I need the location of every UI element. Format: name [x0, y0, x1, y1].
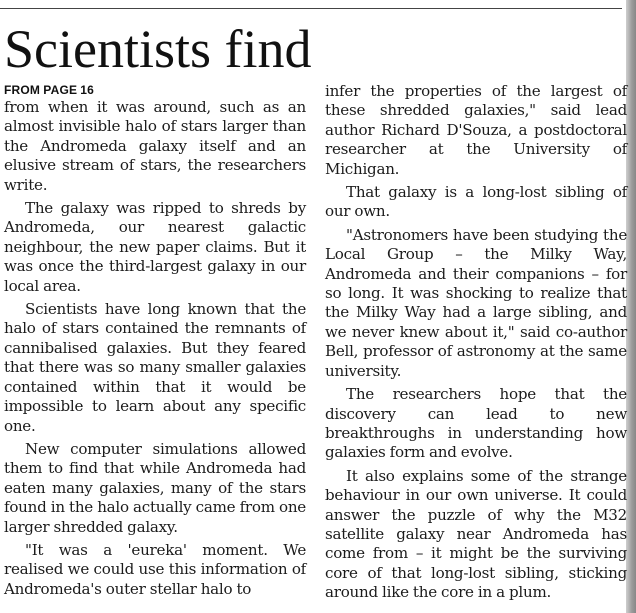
paragraph: Scientists have long known that the halo of stars contained the remnants of cannibalised galaxies. But they feared that there was so many smaller galaxies contained within that it would be impossible to learn about any specific one.	[4, 300, 306, 435]
paragraph: infer the properties of the largest of these shredded galaxies," said lead author Richard D'Souza, a postdoctoral researcher at the University of Michigan.	[325, 82, 627, 178]
top-rule	[0, 8, 622, 9]
paragraph: The galaxy was ripped to shreds by Andromeda, our nearest galactic neighbour, the new paper claims. But it was once the third-largest galaxy in our local area.	[4, 199, 306, 295]
paragraph: That galaxy is a long-lost sibling of our own.	[325, 183, 627, 221]
paragraph: New computer simulations allowed them to find that while Andromeda had eaten many galaxies, many of the stars found in the halo actually came from one larger shredded galaxy.	[4, 439, 306, 536]
paragraph: "It was a 'eureka' moment. We realised we could use this information of Andromeda's outer stellar halo to	[4, 540, 306, 598]
article-column-left	[4, 82, 306, 599]
headline: Scientists find	[4, 19, 312, 79]
paragraph: It also explains some of the strange behaviour in our own universe. It could answer the puzzle of why the M32 satellite galaxy near Andromeda has come from – it might be the surviving core of that long-lost sibling, sticking around like the core in a plum.	[325, 466, 627, 602]
paragraph: "Astronomers have been studying the Local Group – the Milky Way, Andromeda and their companions – for so long. It was shocking to realize that the Milky Way had a large sibling, and we never knew about it," said co-author Bell, professor of astronomy at the same university.	[325, 225, 627, 380]
article-column-right	[325, 82, 627, 603]
paragraph: from when it was around, such as an almost invisible halo of stars larger than the Andromeda galaxy itself and an elusive stream of stars, the researchers write.	[4, 98, 306, 194]
paragraph: The researchers hope that the discovery can lead to new breakthroughs in understanding how galaxies form and evolve.	[325, 385, 627, 462]
page-edge-shadow	[626, 0, 636, 613]
continued-from-label: FROM PAGE 16	[4, 83, 95, 97]
